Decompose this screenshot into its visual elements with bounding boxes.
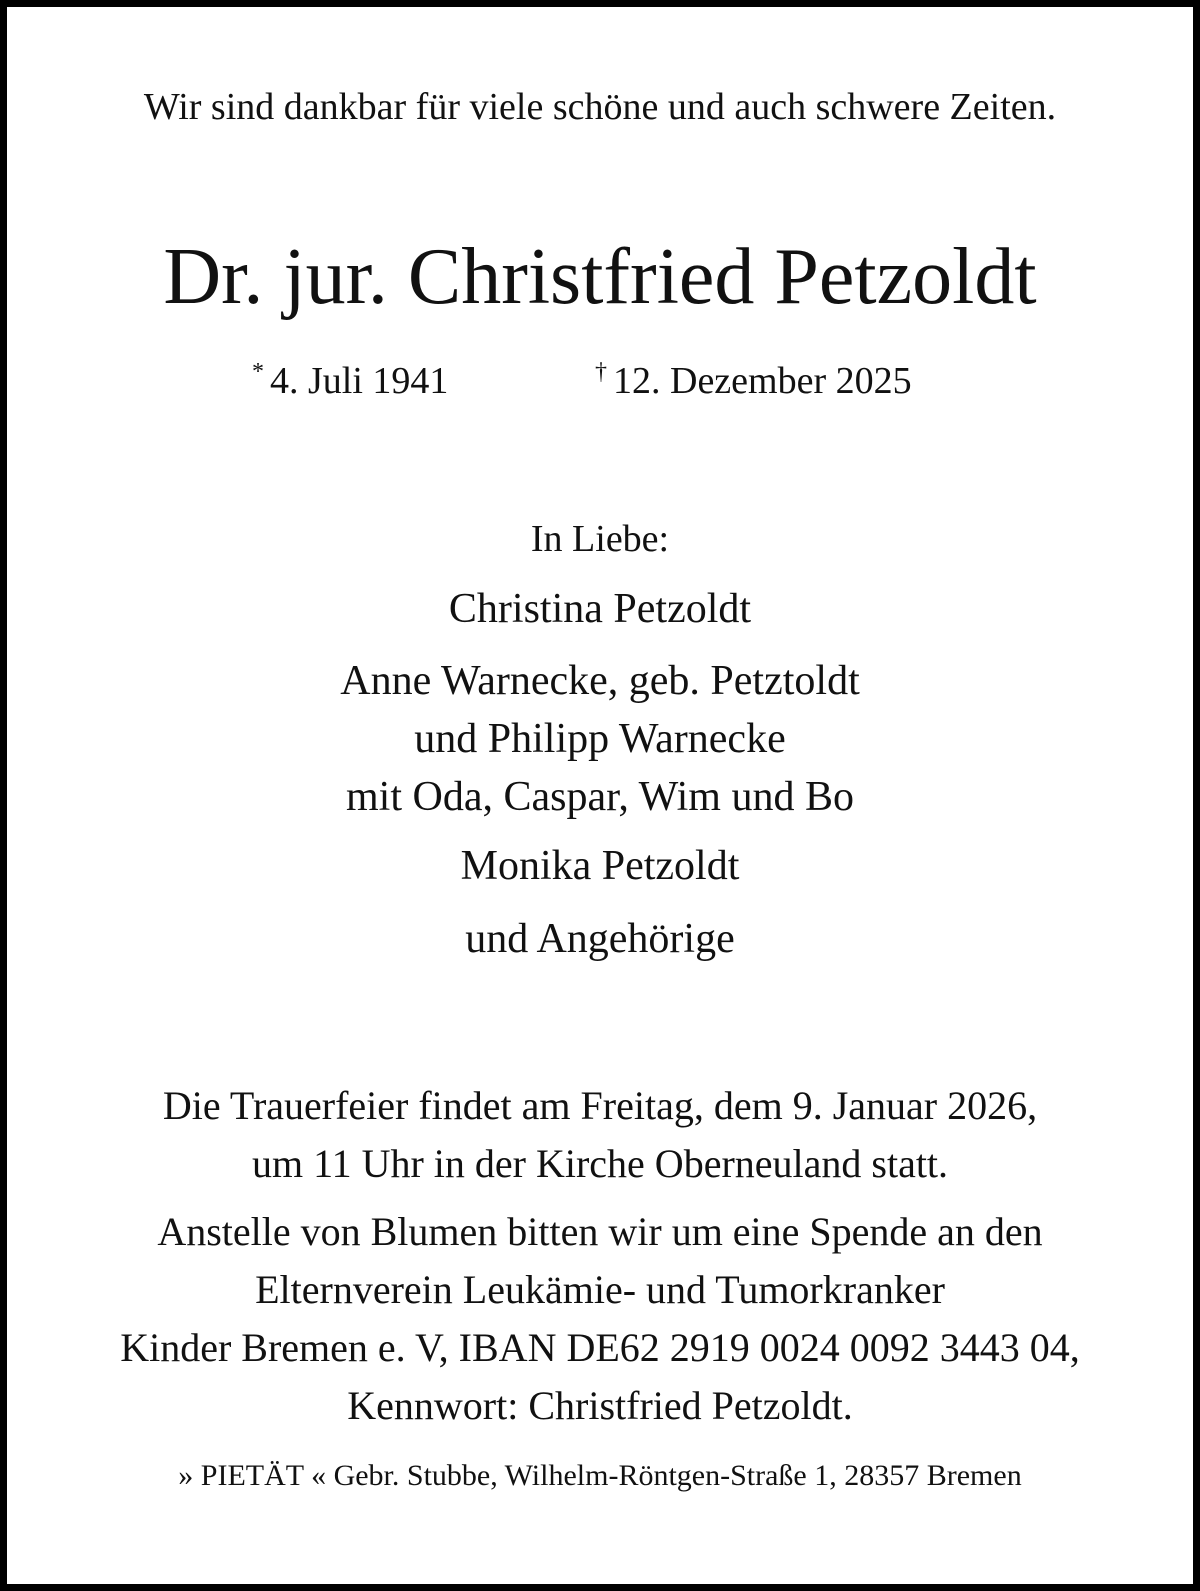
donation-line: Elternverein Leukämie- und Tumorkranker xyxy=(255,1267,945,1312)
mourner: Christina Petzoldt xyxy=(448,586,752,632)
service-line: Die Trauerfeier findet am Freitag, dem 9. Januar 2026, xyxy=(162,1083,1038,1128)
mourner: und Philipp Warnecke xyxy=(414,716,786,762)
mourner: mit Oda, Caspar, Wim und Bo xyxy=(346,774,854,820)
mourner: und Angehörige xyxy=(465,916,735,962)
death-date-text: 12. Dezember 2025 xyxy=(613,360,912,402)
donation-line: Kinder Bremen e. V, IBAN DE62 2919 0024 0092 3443 04, xyxy=(120,1325,1080,1370)
mourner: Monika Petzoldt xyxy=(460,843,740,889)
funeral-home-footer: » PIETÄT « Gebr. Stubbe, Wilhelm-Röntgen-Straße 1, 28357 Bremen xyxy=(178,1459,1022,1492)
birth-date-text: 4. Juli 1941 xyxy=(270,360,449,402)
service-line: um 11 Uhr in der Kirche Oberneuland statt. xyxy=(251,1141,949,1186)
death-symbol: † xyxy=(595,359,607,385)
deceased-name: Dr. jur. Christfried Petzoldt xyxy=(163,233,1037,321)
donation-line: Anstelle von Blumen bitten wir um eine Spende an den xyxy=(157,1209,1043,1254)
death-date xyxy=(595,359,912,403)
birth-symbol: * xyxy=(252,359,264,385)
donation-line: Kennwort: Christfried Petzoldt. xyxy=(347,1383,853,1428)
birth-date xyxy=(252,359,448,403)
mourners-intro: In Liebe: xyxy=(530,518,670,560)
mourner: Anne Warnecke, geb. Petztoldt xyxy=(340,658,860,704)
motto: Wir sind dankbar für viele schöne und auch schwere Zeiten. xyxy=(143,86,1057,128)
